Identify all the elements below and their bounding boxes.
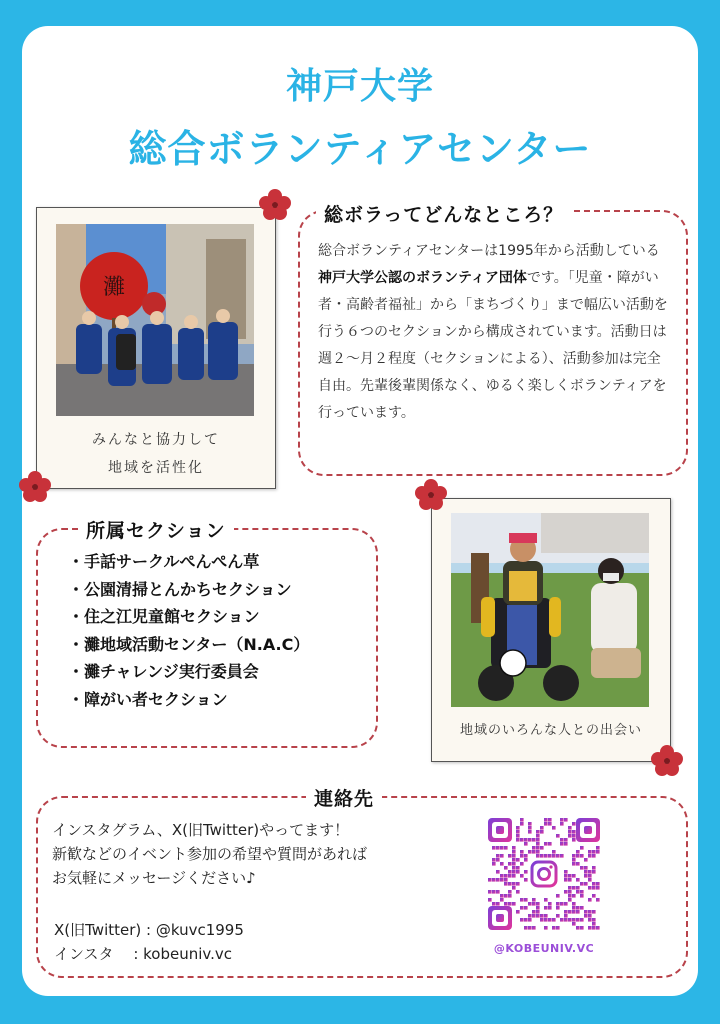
flower-decoration-icon	[414, 478, 448, 512]
contact-line3: お気軽にメッセージください♪	[52, 869, 256, 887]
section-item: ・灘地域活動センター（N.A.C）	[68, 634, 310, 654]
contact-handles	[54, 918, 244, 966]
svg-text:灘: 灘	[102, 275, 126, 300]
poster-title-line1: 神戸大学	[285, 66, 434, 107]
flower-decoration-icon	[18, 470, 52, 504]
section-item: ・灘チャレンジ実行委員会	[68, 662, 259, 681]
twitter-handle[interactable]: X(旧Twitter) : @kuvc1995	[54, 921, 244, 939]
section-item: ・公園清掃とんかちセクション	[68, 579, 292, 599]
photo1-caption-line2: 地域を活性化	[108, 460, 204, 476]
about-title: 総ボラってどんなところ？	[316, 200, 571, 227]
instagram-qr-code[interactable]	[488, 818, 600, 930]
contact-line2: 新歓などのイベント参加の希望や質問があれば	[52, 845, 368, 863]
photo2-caption: 地域のいろんな人との出会い	[459, 723, 642, 738]
photo1-caption-line1: みんなと協力して	[92, 432, 220, 448]
flower-decoration-icon	[258, 188, 292, 222]
contact-line1: インスタグラム、X(旧Twitter)やってます！	[52, 821, 350, 839]
sections-title: 所属セクション	[78, 516, 234, 543]
sections-list	[68, 548, 309, 713]
photo-frame-festival	[36, 207, 276, 489]
contact-title: 連絡先	[306, 784, 382, 811]
poster-title-line2: 総合ボランティアセンター	[128, 127, 592, 171]
photo1-caption	[37, 426, 275, 482]
contact-message	[52, 818, 367, 890]
about-text-bold: 神戸大学公認のボランティア団体	[318, 270, 527, 286]
section-item: ・住之江児童館セクション	[68, 607, 260, 626]
photo-frame-people	[431, 498, 671, 762]
flower-decoration-icon	[650, 744, 684, 778]
about-text	[318, 238, 670, 427]
about-text-before: 総合ボランティアセンターは1995年から活動している	[318, 243, 660, 259]
festival-photo	[56, 224, 254, 416]
about-text-after: です。「児童・障がい者・高齢者福祉」から「まちづくり」まで幅広い活動を行う６つのセクションから構成されています。活動日は週２〜月２程度（セクションによる）、活動参加は完全自由。先輩後輩関係なく、ゆるく楽しくボランティアを行っています。	[318, 270, 668, 421]
instagram-handle[interactable]: インスタ : kobeuniv.vc	[54, 945, 233, 963]
section-item: ・障がい者セクション	[68, 689, 228, 709]
section-item: ・手話サークルぺんぺん草	[68, 552, 260, 571]
people-photo	[451, 513, 649, 707]
qr-label: @KOBEUNIV.VC	[493, 942, 595, 955]
